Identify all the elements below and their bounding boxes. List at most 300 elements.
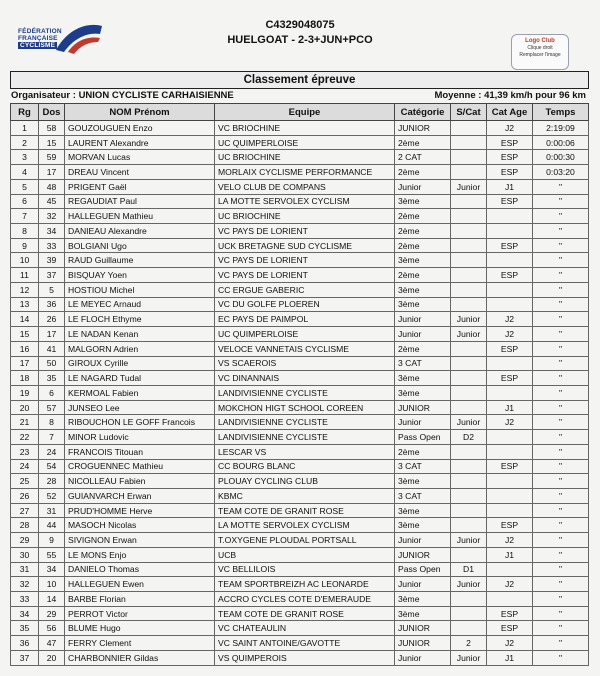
cell-age-category	[487, 209, 533, 224]
cell-subcategory: Junior	[451, 577, 487, 592]
cell-age-category: J2	[487, 533, 533, 548]
cell-age-category	[487, 444, 533, 459]
cell-rank: 25	[11, 474, 39, 489]
table-row	[11, 577, 589, 592]
cell-name: HALLEGUEN Mathieu	[65, 209, 215, 224]
cell-age-category	[487, 224, 533, 239]
cell-rank: 31	[11, 562, 39, 577]
cell-bib: 24	[39, 444, 65, 459]
cell-category: Junior	[395, 577, 451, 592]
column-header-rank: Rg	[11, 104, 39, 121]
cell-subcategory	[451, 503, 487, 518]
cell-age-category	[487, 474, 533, 489]
cell-rank: 28	[11, 518, 39, 533]
cell-time: "	[533, 385, 589, 400]
cell-name: LE MEYEC Arnaud	[65, 297, 215, 312]
column-header-name: NOM Prénom	[65, 104, 215, 121]
table-row	[11, 547, 589, 562]
cell-category: 2ème	[395, 268, 451, 283]
cell-subcategory	[451, 606, 487, 621]
cell-team: ACCRO CYCLES COTE D'EMERAUDE	[215, 592, 395, 607]
cell-category: Junior	[395, 533, 451, 548]
cell-time: "	[533, 253, 589, 268]
cell-team: UC QUIMPERLOISE	[215, 135, 395, 150]
cell-bib: 36	[39, 297, 65, 312]
cell-rank: 15	[11, 327, 39, 342]
cell-team: CC BOURG BLANC	[215, 459, 395, 474]
cell-name: GOUZOUGUEN Enzo	[65, 121, 215, 136]
cell-time: "	[533, 636, 589, 651]
cell-category: 2 CAT	[395, 150, 451, 165]
table-row	[11, 400, 589, 415]
cell-rank: 10	[11, 253, 39, 268]
cell-category: JUNIOR	[395, 547, 451, 562]
cell-age-category: ESP	[487, 518, 533, 533]
cell-time: "	[533, 179, 589, 194]
table-row	[11, 562, 589, 577]
cell-subcategory	[451, 518, 487, 533]
cell-team: VS SCAEROIS	[215, 356, 395, 371]
cell-rank: 2	[11, 135, 39, 150]
cell-age-category: J2	[487, 415, 533, 430]
cell-bib: 14	[39, 592, 65, 607]
cell-subcategory	[451, 459, 487, 474]
cell-time: "	[533, 194, 589, 209]
cell-team: VC DU GOLFE PLOEREN	[215, 297, 395, 312]
cell-rank: 29	[11, 533, 39, 548]
cell-bib: 31	[39, 503, 65, 518]
cell-bib: 59	[39, 150, 65, 165]
column-header-category: Catégorie	[395, 104, 451, 121]
column-header-time: Temps	[533, 104, 589, 121]
cell-age-category: ESP	[487, 459, 533, 474]
cell-age-category	[487, 282, 533, 297]
cell-name: FRANCOIS Titouan	[65, 444, 215, 459]
cell-time: "	[533, 371, 589, 386]
cell-bib: 37	[39, 268, 65, 283]
table-header-row	[11, 104, 589, 121]
cell-category: Pass Open	[395, 430, 451, 445]
cell-time: "	[533, 621, 589, 636]
cell-name: GIROUX Cyrille	[65, 356, 215, 371]
cell-bib: 17	[39, 327, 65, 342]
cell-team: TEAM SPORTBREIZH AC LEONARDE	[215, 577, 395, 592]
table-row	[11, 297, 589, 312]
cell-category: 2ème	[395, 444, 451, 459]
cell-subcategory	[451, 356, 487, 371]
cell-category: 2ème	[395, 224, 451, 239]
cell-time: "	[533, 592, 589, 607]
table-row	[11, 179, 589, 194]
cell-name: LE NAGARD Tudal	[65, 371, 215, 386]
cell-time: "	[533, 268, 589, 283]
cell-time: "	[533, 518, 589, 533]
cell-name: DANIEAU Alexandre	[65, 224, 215, 239]
cell-team: VS QUIMPEROIS	[215, 650, 395, 665]
cell-age-category: ESP	[487, 238, 533, 253]
cell-category: JUNIOR	[395, 121, 451, 136]
cell-bib: 44	[39, 518, 65, 533]
cell-bib: 39	[39, 253, 65, 268]
cell-time: 2:19:09	[533, 121, 589, 136]
cell-name: MINOR Ludovic	[65, 430, 215, 445]
cell-rank: 32	[11, 577, 39, 592]
cell-team: MOKCHON HIGT SCHOOL COREEN	[215, 400, 395, 415]
table-row	[11, 606, 589, 621]
cell-team: EC PAYS DE PAIMPOL	[215, 312, 395, 327]
cell-age-category	[487, 562, 533, 577]
table-row	[11, 385, 589, 400]
race-code: C4329048075	[265, 19, 335, 31]
cell-name: REGAUDIAT Paul	[65, 194, 215, 209]
cell-category: 3ème	[395, 297, 451, 312]
cell-category: Junior	[395, 179, 451, 194]
cell-age-category: ESP	[487, 135, 533, 150]
cell-category: 2ème	[395, 209, 451, 224]
cell-category: 3ème	[395, 592, 451, 607]
cell-bib: 34	[39, 224, 65, 239]
cell-age-category	[487, 356, 533, 371]
cell-bib: 52	[39, 488, 65, 503]
cell-bib: 45	[39, 194, 65, 209]
cell-category: JUNIOR	[395, 621, 451, 636]
cell-subcategory	[451, 150, 487, 165]
cell-time: "	[533, 444, 589, 459]
cell-subcategory: Junior	[451, 650, 487, 665]
cell-subcategory	[451, 165, 487, 180]
cell-age-category	[487, 430, 533, 445]
cell-time: "	[533, 209, 589, 224]
cell-time: "	[533, 503, 589, 518]
cell-rank: 26	[11, 488, 39, 503]
cell-rank: 30	[11, 547, 39, 562]
cell-subcategory	[451, 297, 487, 312]
cell-team: VC SAINT ANTOINE/GAVOTTE	[215, 636, 395, 651]
cell-time: "	[533, 400, 589, 415]
table-row	[11, 268, 589, 283]
cell-rank: 34	[11, 606, 39, 621]
cell-name: MORVAN Lucas	[65, 150, 215, 165]
cell-team: T.OXYGENE PLOUDAL PORTSALL	[215, 533, 395, 548]
cell-subcategory: Junior	[451, 327, 487, 342]
cell-bib: 6	[39, 385, 65, 400]
cell-team: VC PAYS DE LORIENT	[215, 253, 395, 268]
table-row	[11, 533, 589, 548]
cell-name: LE NADAN Kenan	[65, 327, 215, 342]
results-table	[10, 103, 589, 666]
average-speed: Moyenne : 41,39 km/h pour 96 km	[434, 90, 586, 101]
cell-time: 0:00:30	[533, 150, 589, 165]
cell-time: "	[533, 341, 589, 356]
cell-subcategory	[451, 488, 487, 503]
cell-bib: 10	[39, 577, 65, 592]
cell-name: MASOCH Nicolas	[65, 518, 215, 533]
cell-category: Junior	[395, 327, 451, 342]
cell-rank: 12	[11, 282, 39, 297]
cell-team: UC QUIMPERLOISE	[215, 327, 395, 342]
cell-name: BISQUAY Yoen	[65, 268, 215, 283]
cell-time: "	[533, 577, 589, 592]
cell-name: JUNSEO Lee	[65, 400, 215, 415]
cell-time: "	[533, 430, 589, 445]
cell-subcategory	[451, 371, 487, 386]
cell-team: VELO CLUB DE COMPANS	[215, 179, 395, 194]
cell-bib: 17	[39, 165, 65, 180]
cell-name: BLUME Hugo	[65, 621, 215, 636]
cell-name: CHARBONNIER Gildas	[65, 650, 215, 665]
cell-rank: 5	[11, 179, 39, 194]
table-row	[11, 415, 589, 430]
cell-team: LESCAR VS	[215, 444, 395, 459]
cell-name: MALGORN Adrien	[65, 341, 215, 356]
cell-time: "	[533, 606, 589, 621]
cell-subcategory: D1	[451, 562, 487, 577]
cell-time: "	[533, 415, 589, 430]
table-row	[11, 312, 589, 327]
cell-age-category	[487, 253, 533, 268]
cell-time: "	[533, 562, 589, 577]
cell-category: 3ème	[395, 503, 451, 518]
cell-name: DREAU Vincent	[65, 165, 215, 180]
table-row	[11, 135, 589, 150]
cell-time: "	[533, 282, 589, 297]
cell-name: LE MONS Enjo	[65, 547, 215, 562]
cell-time: "	[533, 224, 589, 239]
cell-rank: 17	[11, 356, 39, 371]
cell-team: VELOCE VANNETAIS CYCLISME	[215, 341, 395, 356]
cell-subcategory	[451, 238, 487, 253]
table-row	[11, 356, 589, 371]
cell-bib: 33	[39, 238, 65, 253]
cell-category: 2ème	[395, 165, 451, 180]
cell-rank: 11	[11, 268, 39, 283]
cell-rank: 20	[11, 400, 39, 415]
cell-name: HOSTIOU Michel	[65, 282, 215, 297]
cell-age-category	[487, 592, 533, 607]
federation-swoosh-icon	[54, 22, 104, 56]
cell-time: "	[533, 356, 589, 371]
cell-time: "	[533, 650, 589, 665]
cell-category: Junior	[395, 650, 451, 665]
cell-team: VC PAYS DE LORIENT	[215, 224, 395, 239]
cell-age-category: J2	[487, 312, 533, 327]
cell-team: UCB	[215, 547, 395, 562]
cell-subcategory	[451, 135, 487, 150]
cell-team: VC DINANNAIS	[215, 371, 395, 386]
cell-category: 3ème	[395, 253, 451, 268]
cell-team: LANDIVISIENNE CYCLISTE	[215, 430, 395, 445]
event-title: HUELGOAT - 2-3+JUN+PCO	[227, 34, 373, 46]
cell-bib: 20	[39, 650, 65, 665]
cell-time: "	[533, 474, 589, 489]
cell-bib: 8	[39, 415, 65, 430]
cell-category: 3ème	[395, 282, 451, 297]
table-row	[11, 150, 589, 165]
column-header-subcategory: S/Cat	[451, 104, 487, 121]
cell-bib: 9	[39, 533, 65, 548]
cell-team: LANDIVISIENNE CYCLISTE	[215, 415, 395, 430]
cell-name: FERRY Clement	[65, 636, 215, 651]
cell-bib: 56	[39, 621, 65, 636]
cell-category: 3ème	[395, 194, 451, 209]
cell-bib: 41	[39, 341, 65, 356]
table-row	[11, 224, 589, 239]
cell-rank: 23	[11, 444, 39, 459]
cell-rank: 35	[11, 621, 39, 636]
cell-name: LE FLOCH Ethyme	[65, 312, 215, 327]
cell-rank: 24	[11, 459, 39, 474]
cell-bib: 35	[39, 371, 65, 386]
cell-category: Junior	[395, 312, 451, 327]
cell-time: "	[533, 238, 589, 253]
cell-age-category: J1	[487, 650, 533, 665]
cell-subcategory	[451, 400, 487, 415]
cell-rank: 4	[11, 165, 39, 180]
cell-age-category: ESP	[487, 150, 533, 165]
cell-category: JUNIOR	[395, 636, 451, 651]
cell-team: MORLAIX CYCLISME PERFORMANCE	[215, 165, 395, 180]
cell-subcategory	[451, 224, 487, 239]
cell-name: LAURENT Alexandre	[65, 135, 215, 150]
cell-age-category: J1	[487, 400, 533, 415]
table-row	[11, 282, 589, 297]
cell-age-category: J2	[487, 577, 533, 592]
cell-age-category: ESP	[487, 165, 533, 180]
cell-age-category: J2	[487, 327, 533, 342]
cell-category: 3ème	[395, 371, 451, 386]
cell-bib: 7	[39, 430, 65, 445]
cell-subcategory	[451, 121, 487, 136]
cell-age-category: ESP	[487, 341, 533, 356]
cell-bib: 26	[39, 312, 65, 327]
cell-age-category: ESP	[487, 194, 533, 209]
cell-team: TEAM COTE DE GRANIT ROSE	[215, 503, 395, 518]
cell-name: KERMOAL Fabien	[65, 385, 215, 400]
table-row	[11, 459, 589, 474]
cell-time: "	[533, 488, 589, 503]
table-row	[11, 253, 589, 268]
cell-name: PRUD'HOMME Herve	[65, 503, 215, 518]
cell-category: 3 CAT	[395, 488, 451, 503]
cell-name: CROGUENNEC Mathieu	[65, 459, 215, 474]
cell-rank: 27	[11, 503, 39, 518]
column-header-age-category: Cat Age	[487, 104, 533, 121]
cell-bib: 29	[39, 606, 65, 621]
cell-team: LA MOTTE SERVOLEX CYCLISM	[215, 194, 395, 209]
cell-rank: 22	[11, 430, 39, 445]
cell-rank: 6	[11, 194, 39, 209]
cell-subcategory: Junior	[451, 312, 487, 327]
cell-subcategory	[451, 592, 487, 607]
cell-team: VC CHATEAULIN	[215, 621, 395, 636]
table-row	[11, 327, 589, 342]
table-row	[11, 474, 589, 489]
table-row	[11, 121, 589, 136]
cell-name: SIVIGNON Erwan	[65, 533, 215, 548]
cell-category: 3ème	[395, 606, 451, 621]
cell-category: 2ème	[395, 341, 451, 356]
cell-time: 0:03:20	[533, 165, 589, 180]
cell-age-category: J2	[487, 636, 533, 651]
table-row	[11, 444, 589, 459]
column-header-team: Equipe	[215, 104, 395, 121]
cell-subcategory	[451, 444, 487, 459]
table-row	[11, 488, 589, 503]
cell-subcategory	[451, 474, 487, 489]
table-row	[11, 503, 589, 518]
cell-rank: 7	[11, 209, 39, 224]
table-row	[11, 621, 589, 636]
cell-rank: 9	[11, 238, 39, 253]
cell-subcategory	[451, 282, 487, 297]
cell-category: 2ème	[395, 238, 451, 253]
cell-category: 3ème	[395, 518, 451, 533]
cell-category: 3ème	[395, 385, 451, 400]
club-logo-placeholder: Logo Club Clique droit Remplacer l'image	[511, 34, 569, 70]
cell-subcategory	[451, 268, 487, 283]
cell-name: RIBOUCHON LE GOFF Francois	[65, 415, 215, 430]
cell-name: GUIANVARCH Erwan	[65, 488, 215, 503]
table-row	[11, 430, 589, 445]
cell-name: RAUD Guillaume	[65, 253, 215, 268]
cell-bib: 54	[39, 459, 65, 474]
federation-logo	[14, 22, 104, 58]
cell-subcategory: Junior	[451, 533, 487, 548]
cell-subcategory	[451, 621, 487, 636]
cell-rank: 8	[11, 224, 39, 239]
cell-category: 2ème	[395, 135, 451, 150]
cell-time: "	[533, 459, 589, 474]
cell-bib: 48	[39, 179, 65, 194]
cell-rank: 21	[11, 415, 39, 430]
cell-category: 3ème	[395, 474, 451, 489]
cell-team: UCK BRETAGNE SUD CYCLISME	[215, 238, 395, 253]
table-row	[11, 592, 589, 607]
results-title: Classement épreuve	[10, 71, 589, 89]
table-row	[11, 371, 589, 386]
column-header-bib: Dos	[39, 104, 65, 121]
cell-subcategory: Junior	[451, 179, 487, 194]
cell-name: PERROT Victor	[65, 606, 215, 621]
cell-bib: 28	[39, 474, 65, 489]
cell-team: CC ERGUE GABERIC	[215, 282, 395, 297]
cell-team: UC BRIOCHINE	[215, 150, 395, 165]
cell-subcategory: 2	[451, 636, 487, 651]
cell-subcategory	[451, 209, 487, 224]
cell-age-category: J2	[487, 121, 533, 136]
table-row	[11, 636, 589, 651]
cell-bib: 5	[39, 282, 65, 297]
cell-bib: 15	[39, 135, 65, 150]
cell-subcategory	[451, 253, 487, 268]
table-row	[11, 341, 589, 356]
cell-age-category: ESP	[487, 371, 533, 386]
cell-age-category	[487, 385, 533, 400]
table-row	[11, 165, 589, 180]
organizer: Organisateur : UNION CYCLISTE CARHAISIENNE	[11, 90, 234, 101]
cell-time: "	[533, 297, 589, 312]
cell-bib: 32	[39, 209, 65, 224]
cell-rank: 37	[11, 650, 39, 665]
cell-team: KBMC	[215, 488, 395, 503]
cell-age-category	[487, 297, 533, 312]
cell-subcategory	[451, 341, 487, 356]
cell-age-category: ESP	[487, 606, 533, 621]
cell-rank: 3	[11, 150, 39, 165]
cell-time: "	[533, 533, 589, 548]
cell-category: 3 CAT	[395, 356, 451, 371]
cell-bib: 34	[39, 562, 65, 577]
